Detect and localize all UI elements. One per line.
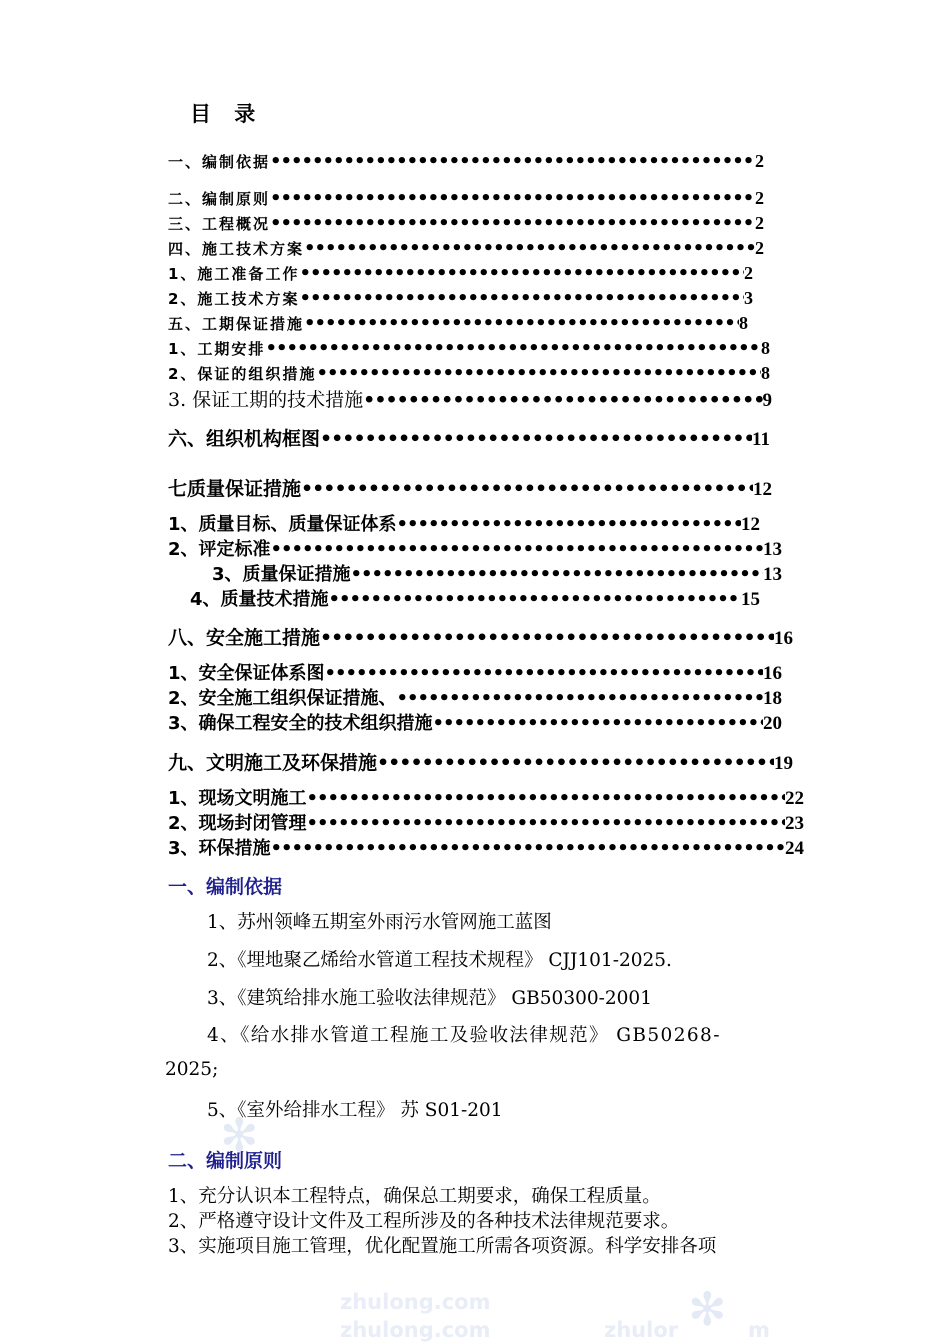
toc-entry[interactable] (168, 313, 750, 334)
toc-entry-title: 1、工期安排 (168, 340, 266, 358)
watermark-text: zhulor (604, 1318, 679, 1342)
toc-entry-title: 4、质量技术措施 (190, 589, 329, 610)
toc-entry-page: 16 (774, 628, 793, 649)
dot-leader (320, 428, 752, 450)
toc-entry-title: 八、安全施工措施 (168, 627, 321, 649)
toc-entry-title: 二、编制原则 (168, 190, 271, 208)
toc-entry-title: 1、安全保证体系图 (168, 663, 325, 684)
toc-entry-page: 2 (755, 213, 766, 233)
dot-leader (270, 213, 755, 234)
toc-entry-page: 12 (753, 479, 772, 500)
toc-entry-page: 18 (763, 688, 782, 709)
watermark-text: m (748, 1318, 770, 1342)
toc-entry[interactable] (168, 535, 782, 561)
dot-leader (265, 338, 761, 359)
toc-entry-page: 8 (761, 338, 772, 358)
toc-entry-page: 9 (762, 390, 772, 411)
section-heading: 一、编制依据 (168, 876, 283, 898)
toc-entry[interactable] (168, 684, 782, 710)
reference-item: 2、《埋地聚乙烯给水管道工程技术规程》 CJJ101-2025. (207, 950, 672, 971)
toc-entry-page: 2 (755, 238, 766, 258)
principle-item: 1、充分认识本工程特点，确保总工期要求，确保工程质量。 (168, 1186, 661, 1207)
watermark-logo-icon: ✻ (688, 1282, 727, 1336)
toc-entry[interactable] (168, 238, 766, 259)
dot-leader (270, 188, 755, 209)
toc-entry[interactable] (168, 151, 766, 172)
toc-entry-title: 3、质量保证措施 (212, 564, 351, 585)
watermark-logo-icon: ✻ (220, 1108, 259, 1162)
toc-entry[interactable] (168, 474, 772, 501)
toc-entry-page: 12 (741, 514, 760, 535)
reference-item: 3、《建筑给排水施工验收法律规范》 GB50300-2001 (207, 988, 652, 1009)
reference-item: 1、苏州领峰五期室外雨污水管网施工蓝图 (207, 912, 552, 933)
toc-entry-page: 23 (785, 813, 804, 834)
toc-entry-title: 1、现场文明施工 (168, 788, 307, 809)
dot-leader (351, 564, 763, 585)
toc-entry-page: 2 (755, 188, 766, 208)
toc-entry-title: 五、工期保证措施 (168, 315, 305, 333)
principle-item: 3、实施项目施工管理，优化配置施工所需各项资源。科学安排各项 (168, 1236, 717, 1257)
dot-leader (299, 288, 744, 309)
dot-leader (304, 238, 755, 259)
reference-item: 4、《给水排水管道工程施工及验收法律规范》 GB50268- (207, 1025, 721, 1046)
dot-leader (271, 838, 785, 859)
toc-entry-page: 24 (785, 838, 804, 859)
dot-leader (316, 363, 761, 384)
toc-entry-title: 六、组织机构框图 (168, 428, 321, 450)
toc-entry-title: 一、编制依据 (168, 153, 271, 171)
toc-entry-title: 七质量保证措施 (168, 478, 302, 500)
toc-entry-title: 九、文明施工及环保措施 (168, 752, 378, 774)
toc-entry-title: 2、现场封闭管理 (168, 813, 307, 834)
toc-entry[interactable] (168, 213, 766, 234)
toc-entry-page: 15 (741, 589, 760, 610)
toc-entry[interactable] (168, 834, 804, 860)
toc-entry[interactable] (168, 659, 782, 685)
toc-entry-page: 11 (752, 429, 770, 450)
toc-entry-page: 22 (785, 788, 804, 809)
toc-entry-page: 2 (744, 263, 755, 283)
toc-entry[interactable] (168, 263, 755, 284)
dot-leader (329, 589, 741, 610)
toc-entry[interactable] (168, 363, 772, 384)
toc-entry-title: 1、施工准备工作 (168, 265, 300, 283)
toc-entry[interactable] (212, 560, 782, 586)
dot-leader (325, 663, 763, 684)
toc-entry[interactable] (168, 784, 804, 810)
dot-leader (270, 151, 755, 172)
dot-leader (377, 752, 774, 774)
toc-entry-title: 2、评定标准 (168, 539, 271, 560)
toc-entry-page: 19 (774, 753, 793, 774)
section-heading: 二、编制原则 (168, 1150, 283, 1172)
toc-entry[interactable] (168, 338, 772, 359)
toc-entry[interactable] (190, 585, 760, 611)
dot-leader (397, 514, 741, 535)
toc-entry-page: 20 (763, 713, 782, 734)
toc-entry[interactable] (168, 623, 793, 650)
toc-entry-title: 2、施工技术方案 (168, 290, 300, 308)
dot-leader (320, 627, 774, 649)
toc-entry-title: 四、施工技术方案 (168, 240, 305, 258)
toc-entry-page: 16 (763, 663, 782, 684)
toc-entry[interactable] (168, 424, 770, 451)
dot-leader (301, 478, 753, 500)
toc-entry-title: 三、工程概况 (168, 215, 271, 233)
toc-entry-title: 3、环保措施 (168, 838, 271, 859)
toc-entry-title: 3、确保工程安全的技术组织措施 (168, 713, 433, 734)
toc-entry-page: 13 (763, 539, 782, 560)
toc-title: 目 录 (190, 102, 264, 126)
dot-leader (299, 263, 744, 284)
reference-item: 5、《室外给排水工程》 苏 S01-201 (207, 1100, 503, 1121)
dot-leader (271, 539, 763, 560)
toc-entry[interactable] (168, 385, 772, 412)
toc-entry-page: 8 (739, 313, 750, 333)
dot-leader (397, 688, 763, 709)
toc-entry-title: 3. 保证工期的技术措施 (168, 389, 364, 411)
dot-leader (363, 389, 762, 411)
watermark-text: zhulong.com (340, 1290, 491, 1314)
reference-item-continued: 2025; (165, 1059, 219, 1080)
toc-entry[interactable] (168, 288, 755, 309)
toc-entry[interactable] (168, 188, 766, 209)
dot-leader (433, 713, 763, 734)
watermark-text: zhulong.com (340, 1318, 491, 1342)
toc-entry-page: 13 (763, 564, 782, 585)
toc-entry[interactable] (168, 709, 782, 735)
toc-entry-title: 1、质量目标、质量保证体系 (168, 514, 397, 535)
toc-entry[interactable] (168, 748, 793, 775)
toc-entry-title: 2、保证的组织措施 (168, 365, 317, 383)
toc-entry-page: 8 (761, 363, 772, 383)
toc-entry-page: 2 (755, 151, 766, 171)
principle-item: 2、严格遵守设计文件及工程所涉及的各种技术法律规范要求。 (168, 1211, 680, 1232)
toc-entry-page: 3 (744, 288, 755, 308)
dot-leader (307, 813, 785, 834)
toc-entry[interactable] (168, 510, 760, 536)
dot-leader (307, 788, 785, 809)
toc-entry[interactable] (168, 809, 804, 835)
toc-entry-title: 2、安全施工组织保证措施、 (168, 688, 397, 709)
dot-leader (304, 313, 739, 334)
